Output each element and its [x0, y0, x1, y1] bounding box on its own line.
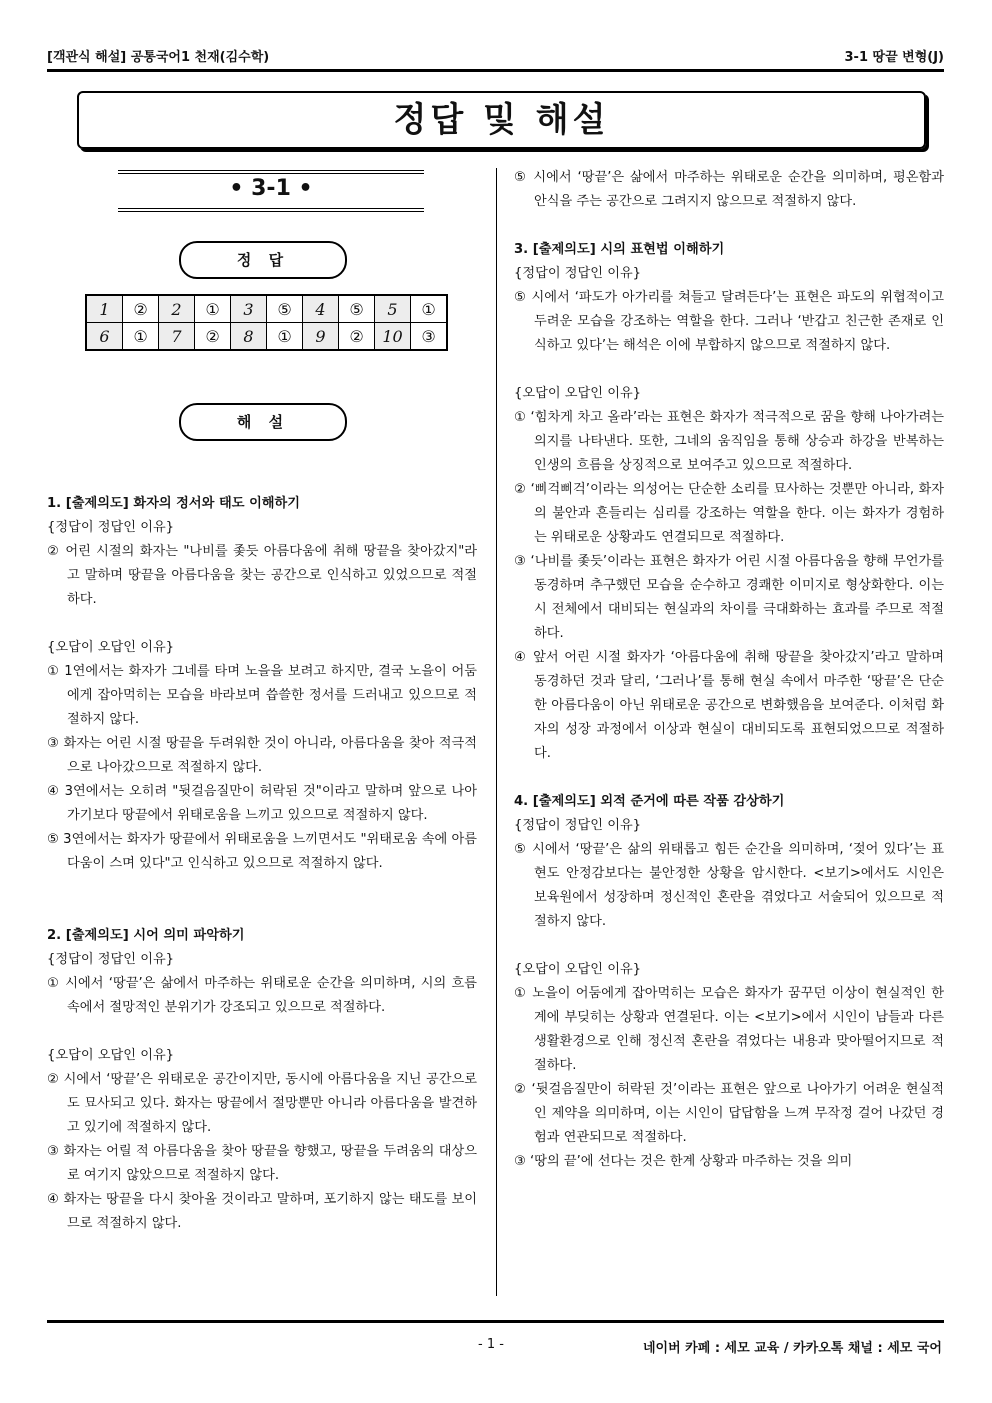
footer-rule — [47, 1320, 944, 1323]
footer-channel: 네이버 카페 : 세모 교육 / 카카오톡 채널 : 세모 국어 — [642, 1341, 942, 1356]
answer-row — [86, 323, 447, 351]
page-number: - 1 - — [478, 1337, 504, 1352]
explanation-item: ② 어린 시절의 화자는 "나비를 좇듯 아름다움에 취해 땅끝을 찾아갔지"라고 말하며 땅끝을 아름다움을 찾는 공간으로 인식하고 있었으므로 적절하다. — [47, 544, 477, 607]
explanation-item: ③ 화자는 어린 시절 땅끝을 두려워한 것이 아니라, 아름다움을 찾아 적극적으로 나아갔으므로 적절하지 않다. — [47, 736, 477, 775]
question-number: 10 — [375, 323, 411, 351]
explanation-item: ① 노을이 어둠에게 잡아먹히는 모습은 화자가 꿈꾸던 이상이 현실적인 한계에 부딪히는 상황과 연결된다. 이는 <보기>에서 시인이 남들과 다른 생활환경으로 인해 정신적 혼란을 겪었다는 내용과 맞아떨어지므로 적절하다. — [514, 986, 944, 1073]
explanation-item: ③ ‘땅의 끝’에 선다는 것은 한계 상황과 마주하는 것을 의미 — [514, 1154, 853, 1169]
answer-choice: ① — [123, 323, 159, 351]
spacer — [47, 876, 477, 900]
right-column — [514, 166, 944, 1174]
section-bar-bottom — [118, 208, 424, 212]
section-bar-top — [118, 170, 424, 174]
subheading: {오답이 오답인 이유} — [47, 1048, 175, 1063]
subheading: {정답이 정답인 이유} — [47, 520, 175, 535]
spacer — [514, 766, 944, 790]
explanation-item: ⑤ 시에서 ‘땅끝’은 삶의 위태롭고 힘든 순간을 의미하며, ‘젖어 있다’는 표현도 안정감보다는 불안정한 상황을 암시한다. <보기>에서도 시인은 보육원에서 성장하며 정신적인 혼란을 겪었다고 서술되어 있으므로 적절하지 않다. — [514, 842, 944, 929]
header-right: 3-1 땅끝 변형(J) — [844, 50, 944, 65]
question-number: 5 — [375, 295, 411, 323]
subheading: {오답이 오답인 이유} — [47, 640, 175, 655]
answer-choice: ① — [411, 295, 448, 323]
answer-pill: 정 답 — [179, 241, 347, 279]
answer-choice: ② — [123, 295, 159, 323]
explanation-item: ④ 3연에서는 오히려 "뒷걸음질만이 허락된 것"이라고 말하며 앞으로 나아가기보다 땅끝에서 위태로움을 느끼고 있으므로 적절하지 않다. — [47, 784, 477, 823]
question-number: 6 — [86, 323, 123, 351]
explanation-item: ⑤ 시에서 ‘땅끝’은 삶에서 마주하는 위태로운 순간을 의미하며, 평온함과 안식을 주는 공간으로 그려지지 않으므로 적절하지 않다. — [514, 170, 944, 209]
explanation-pill: 해 설 — [179, 403, 347, 441]
page-title: 정답 및 해설 — [77, 91, 926, 149]
answer-choice: ① — [267, 323, 303, 351]
header-rule — [47, 69, 944, 72]
left-column — [47, 492, 477, 1236]
explanation-item: ② ‘삐걱삐걱’이라는 의성어는 단순한 소리를 묘사하는 것뿐만 아니라, 화자의 불안과 흔들리는 심리를 강조하는 역할을 한다. 이는 화자가 경험하는 위태로운 상황과도 연결되므로 적절하다. — [514, 482, 944, 545]
explanation-item: ② ‘뒷걸음질만이 허락된 것’이라는 표현은 앞으로 나아가기 어려운 현실적인 제약을 의미하며, 이는 시인이 답답함을 느껴 무작정 걸어 나갔던 경험과 연관되므로 적절하다. — [514, 1082, 944, 1145]
answer-choice: ② — [195, 323, 231, 351]
answer-choice: ⑤ — [267, 295, 303, 323]
question-heading: 4. [출제의도] 외적 준거에 따른 작품 감상하기 — [514, 794, 785, 809]
explanation-item: ⑤ 시에서 ‘파도가 아가리를 쳐들고 달려든다’는 표현은 파도의 위협적이고 두려운 모습을 강조하는 역할을 한다. 그러나 ‘반갑고 친근한 존재로 인식하고 있다’는 해석은 이에 부합하지 않으므로 적절하지 않다. — [514, 290, 944, 353]
question-number: 3 — [231, 295, 267, 323]
question-heading: 1. [출제의도] 화자의 정서와 태도 이해하기 — [47, 496, 301, 511]
question-number: 8 — [231, 323, 267, 351]
answer-choice: ⑤ — [339, 295, 375, 323]
answer-row — [86, 295, 447, 323]
spacer — [514, 934, 944, 958]
explanation-item: ① ‘힘차게 차고 올라’라는 표현은 화자가 적극적으로 꿈을 향해 나아가려는 의지를 나타낸다. 또한, 그네의 움직임을 통해 상승과 하강을 반복하는 인생의 흐름을 상징적으로 보여주고 있으므로 적절하다. — [514, 410, 944, 473]
spacer — [514, 214, 944, 238]
explanation-item: ③ ‘나비를 좇듯’이라는 표현은 화자가 어린 시절 아름다움을 향해 무언가를 동경하며 추구했던 모습을 순수하고 경쾌한 이미지로 형상화한다. 이는 시 전체에서 대비되는 현실과의 차이를 극대화하는 효과를 주므로 적절하다. — [514, 554, 944, 641]
answer-choice: ③ — [411, 323, 448, 351]
spacer — [514, 358, 944, 382]
explanation-item: ② 시에서 ‘땅끝’은 위태로운 공간이지만, 동시에 아름다움을 지닌 공간으로도 묘사되고 있다. 화자는 땅끝에서 절망뿐만 아니라 아름다움을 발견하고 있기에 적절하지 않다. — [47, 1072, 477, 1135]
question-heading: 3. [출제의도] 시의 표현법 이해하기 — [514, 242, 725, 257]
explanation-item: ④ 화자는 땅끝을 다시 찾아올 것이라고 말하며, 포기하지 않는 태도를 보이므로 적절하지 않다. — [47, 1192, 477, 1231]
explanation-item: ① 시에서 ‘땅끝’은 삶에서 마주하는 위태로운 순간을 의미하며, 시의 흐름 속에서 절망적인 분위기가 강조되고 있으므로 적절하다. — [47, 976, 477, 1015]
subheading: {정답이 정답인 이유} — [514, 266, 642, 281]
subheading: {오답이 오답인 이유} — [514, 962, 642, 977]
subheading: {정답이 정답인 이유} — [47, 952, 175, 967]
subheading: {오답이 오답인 이유} — [514, 386, 642, 401]
spacer — [47, 1020, 477, 1044]
question-number: 1 — [86, 295, 123, 323]
column-divider — [496, 168, 497, 1296]
answer-table — [85, 294, 448, 351]
answer-choice: ② — [339, 323, 375, 351]
explanation-item: ④ 앞서 어린 시절 화자가 ‘아름다움에 취해 땅끝을 찾아갔지’라고 말하며 동경하던 것과 달리, ‘그러나’를 통해 현실 속에서 마주한 ‘땅끝’은 단순한 아름다움이 아닌 위태로운 공간으로 변화했음을 보여준다. 이처럼 화자의 성장 과정에서 이상과 현실이 대비되도록 표현되었으므로 적절하다. — [514, 650, 944, 761]
explanation-item: ⑤ 3연에서는 화자가 땅끝에서 위태로움을 느끼면서도 "위태로움 속에 아름다움이 스며 있다"고 인식하고 있으므로 적절하지 않다. — [47, 832, 477, 871]
question-heading: 2. [출제의도] 시어 의미 파악하기 — [47, 928, 245, 943]
question-number: 9 — [303, 323, 339, 351]
subheading: {정답이 정답인 이유} — [514, 818, 642, 833]
spacer — [47, 900, 477, 924]
question-number: 4 — [303, 295, 339, 323]
spacer — [47, 612, 477, 636]
header-left: [객관식 해설] 공통국어1 천재(김수학) — [47, 50, 270, 65]
section-label: • 3-1 • — [229, 176, 313, 201]
explanation-item: ③ 화자는 어릴 적 아름다움을 찾아 땅끝을 향했고, 땅끝을 두려움의 대상으로 여기지 않았으므로 적절하지 않다. — [47, 1144, 477, 1183]
question-number: 2 — [159, 295, 195, 323]
question-number: 7 — [159, 323, 195, 351]
explanation-item: ① 1연에서는 화자가 그네를 타며 노을을 보려고 하지만, 결국 노을이 어둠에게 잡아먹히는 모습을 바라보며 씁쓸한 정서를 드러내고 있으므로 적절하지 않다. — [47, 664, 477, 727]
answer-choice: ① — [195, 295, 231, 323]
